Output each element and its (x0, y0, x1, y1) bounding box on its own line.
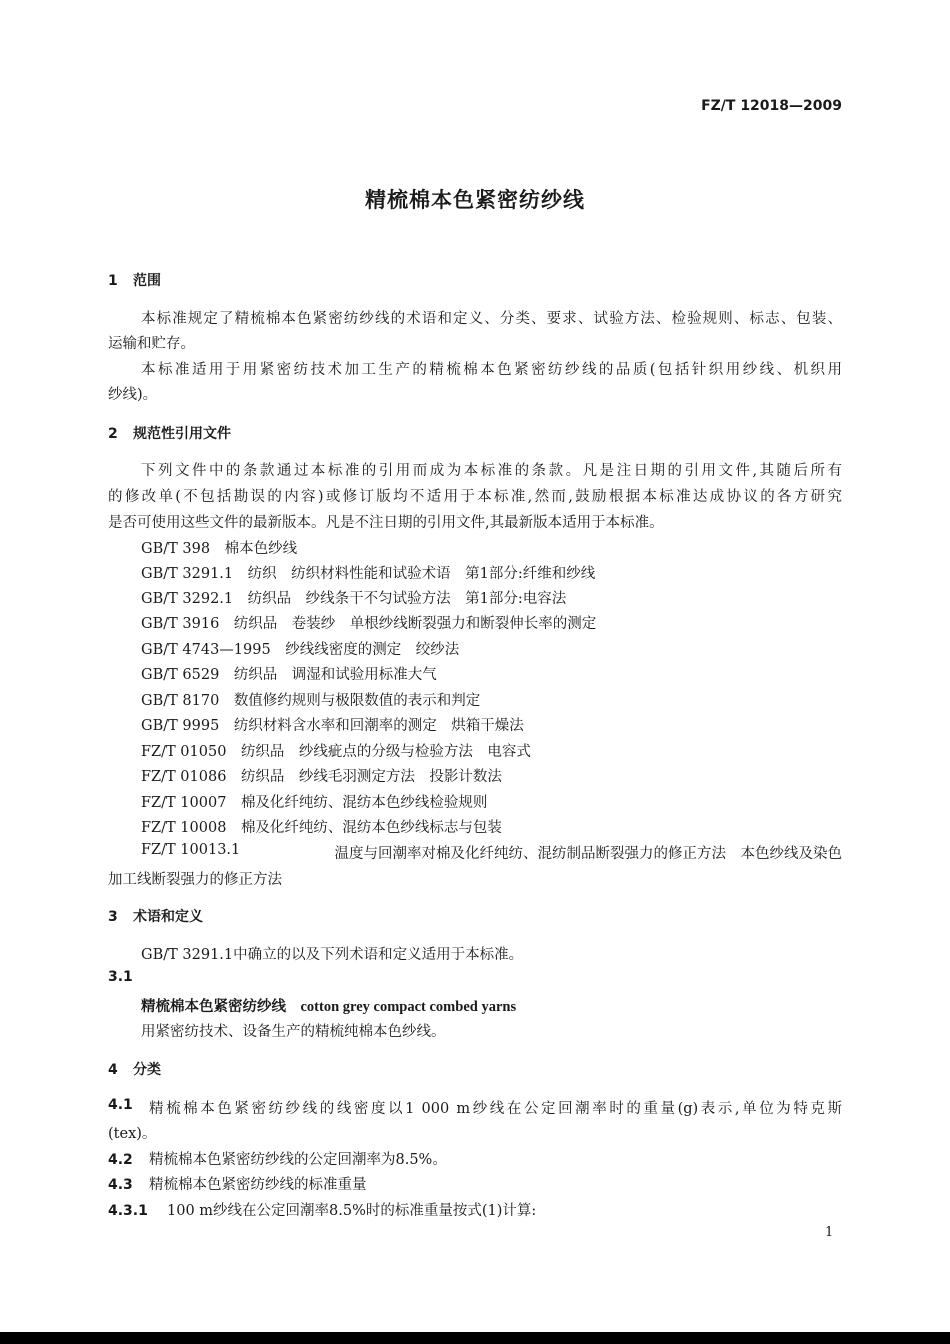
section-number: 2 (108, 426, 118, 442)
reference-title: 纺织 纺织材料性能和试验术语 第1部分:纤维和纱线 (247, 566, 596, 582)
clause-text: 精梳棉本色紧密纺纱线的线密度以1 000 m纱线在公定回潮率时的重量(g)表示,单位为特克斯 (149, 1101, 842, 1117)
clause-text: 精梳棉本色紧密纺纱线的标准重量 (149, 1177, 367, 1193)
section-1-paragraph-2-line-1: 本标准适用于用紧密纺技术加工生产的精梳棉本色紧密纺纱线的品质(包括针织用纱线、机织用 (141, 362, 842, 378)
term-english: cotton grey compact combed yarns (300, 999, 517, 1015)
reference-item (141, 562, 595, 583)
reference-title: 数值修约规则与极限数值的表示和判定 (233, 693, 481, 709)
reference-title: 纺织品 调湿和试验用标准大气 (233, 667, 437, 683)
section-4-heading (108, 1059, 161, 1079)
reference-item (141, 638, 459, 659)
section-title: 分类 (133, 1062, 161, 1078)
clause-text: 100 m纱线在公定回潮率8.5%时的标准重量按式(1)计算: (167, 1203, 537, 1219)
reference-title: 纺织材料含水率和回潮率的测定 烘箱干燥法 (233, 718, 524, 734)
clause-number: 4.3.1 (108, 1203, 148, 1219)
reference-title-continued: 加工线断裂强力的修正方法 (108, 872, 282, 888)
reference-title: 棉本色纱线 (224, 541, 298, 557)
reference-code: GB/T 3291.1 (141, 566, 234, 582)
term-definition: 用紧密纺技术、设备生产的精梳纯棉本色纱线。 (141, 1024, 446, 1040)
clause-text: 精梳棉本色紧密纺纱线的公定回潮率为8.5%。 (149, 1152, 447, 1168)
reference-item (141, 612, 596, 633)
section-2-intro-line-1: 下列文件中的条款通过本标准的引用而成为本标准的条款。凡是注日期的引用文件,其随后所有 (141, 463, 842, 479)
section-1-paragraph-1-line-1: 本标准规定了精梳棉本色紧密纺纱线的术语和定义、分类、要求、试验方法、检验规则、标志、包装、 (141, 311, 842, 327)
document-title: 精梳棉本色紧密纺纱线 (365, 188, 585, 212)
reference-item (141, 791, 487, 812)
clause-4-1-line-1 (108, 1097, 842, 1118)
reference-code: FZ/T 10007 (141, 795, 227, 811)
reference-code: GB/T 398 (141, 541, 211, 557)
standard-code: FZ/T 12018—2009 (701, 98, 842, 114)
clause-number: 4.1 (108, 1097, 133, 1113)
reference-title: 棉及化纤纯纺、混纺本色纱线标志与包装 (240, 820, 502, 836)
section-2-intro-line-3: 是否可使用这些文件的最新版本。凡是不注日期的引用文件,其最新版本适用于本标准。 (108, 515, 664, 531)
reference-title: 温度与回潮率对棉及化纤纯纺、混纺制品断裂强力的修正方法 本色纱线及染色 (334, 846, 842, 862)
section-1-paragraph-2-line-2: 纱线)。 (108, 387, 158, 403)
term-entry (141, 995, 516, 1016)
reference-item (141, 689, 480, 710)
clause-number: 4.2 (108, 1152, 133, 1168)
reference-code: GB/T 4743—1995 (141, 642, 271, 658)
reference-title: 纺织品 纱线条干不匀试验方法 第1部分:电容法 (247, 591, 567, 607)
section-number: 4 (108, 1062, 118, 1078)
section-3-intro: GB/T 3291.1中确立的以及下列术语和定义适用于本标准。 (141, 947, 524, 963)
clause-4-1-line-2: (tex)。 (108, 1126, 157, 1142)
section-number: 3 (108, 909, 118, 925)
section-title: 规范性引用文件 (133, 426, 231, 442)
reference-code: GB/T 6529 (141, 667, 220, 683)
clause-number: 4.3 (108, 1177, 133, 1193)
clause-number: 3.1 (108, 969, 133, 985)
clause-4-3 (108, 1173, 367, 1194)
bottom-edge-bar (0, 1332, 950, 1344)
reference-code: GB/T 8170 (141, 693, 220, 709)
reference-item (141, 663, 437, 684)
page-number: 1 (825, 1225, 834, 1240)
reference-title: 纺织品 纱线毛羽测定方法 投影计数法 (240, 769, 502, 785)
reference-title: 纱线线密度的测定 绞纱法 (285, 642, 460, 658)
section-number: 1 (108, 273, 118, 289)
clause-4-3-1 (108, 1199, 536, 1220)
reference-code: GB/T 3292.1 (141, 591, 234, 607)
reference-item (141, 842, 842, 863)
reference-title: 纺织品 卷装纱 单根纱线断裂强力和断裂伸长率的测定 (233, 616, 597, 632)
section-3-heading (108, 906, 203, 926)
reference-title: 棉及化纤纯纺、混纺本色纱线检验规则 (240, 795, 488, 811)
reference-code: GB/T 3916 (141, 616, 220, 632)
reference-code: FZ/T 10013.1 (141, 842, 241, 858)
reference-item (141, 587, 566, 608)
section-1-paragraph-1-line-2: 运输和贮存。 (108, 336, 195, 352)
section-title: 范围 (133, 273, 161, 289)
clause-4-2 (108, 1148, 447, 1169)
reference-title: 纺织品 纱线疵点的分级与检验方法 电容式 (240, 744, 531, 760)
section-title: 术语和定义 (133, 909, 203, 925)
reference-item (141, 537, 297, 558)
reference-item (141, 765, 502, 786)
section-2-intro-line-2: 的修改单(不包括勘误的内容)或修订版均不适用于本标准,然而,鼓励根据本标准达成协议的各方研究 (108, 489, 842, 505)
reference-code: FZ/T 10008 (141, 820, 227, 836)
reference-item (141, 816, 502, 837)
term-chinese: 精梳棉本色紧密纺纱线 (141, 999, 286, 1015)
reference-code: FZ/T 01050 (141, 744, 227, 760)
section-1-heading (108, 270, 161, 290)
section-2-heading (108, 423, 231, 443)
reference-item (141, 714, 524, 735)
reference-item (141, 740, 531, 761)
reference-code: GB/T 9995 (141, 718, 220, 734)
reference-code: FZ/T 01086 (141, 769, 227, 785)
